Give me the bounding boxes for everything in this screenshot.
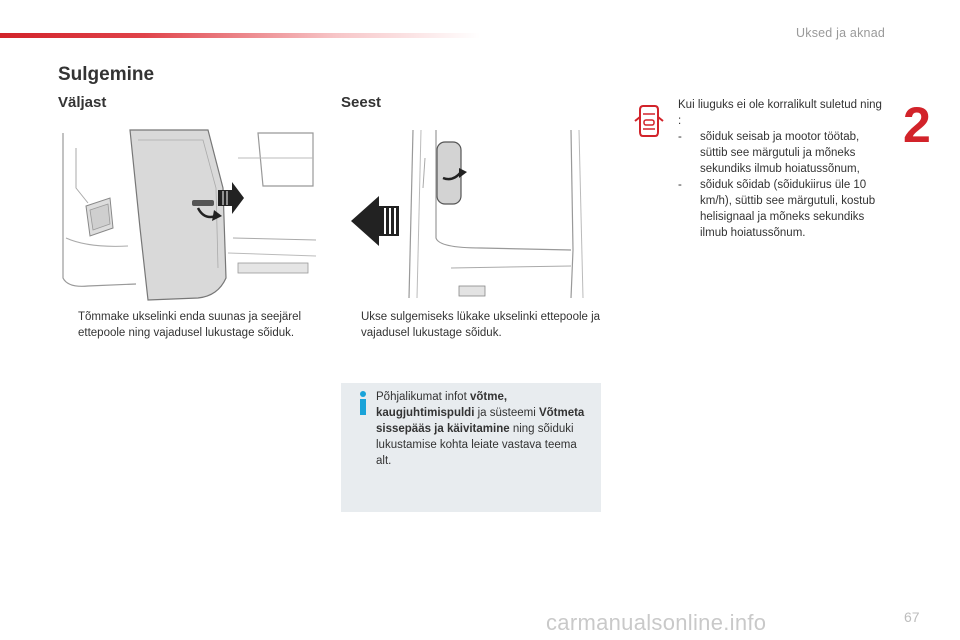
- warning-item: [678, 177, 888, 241]
- instruction-outside-text: Tõmmake ukselinki enda suunas ja seejärel ettepoole ning vajadusel lukustage sõiduk.: [78, 311, 302, 339]
- instruction-inside-text: Ukse sulgemiseks lükake ukselinki ettepoole ja vajadusel lukustage sõiduk.: [361, 311, 601, 339]
- instruction-outside: [58, 309, 320, 341]
- info-text-part: Põhjalikumat infot: [376, 391, 470, 403]
- info-text-part: ja süsteemi: [474, 407, 539, 419]
- heading-outside: Väljast: [58, 94, 107, 111]
- watermark: carmanualsonline.info: [546, 610, 767, 635]
- warning-intro: Kui liuguks ei ole korralikult suletud ning :: [678, 99, 882, 127]
- warning-text: [678, 97, 888, 241]
- chapter-number: 2: [903, 97, 931, 153]
- instruction-inside: [341, 309, 603, 341]
- info-bold-keyless: Võtmeta sissepääs ja käivitamine: [376, 407, 585, 435]
- warning-dash: -: [678, 179, 682, 191]
- info-box: [341, 383, 601, 512]
- warning-item-text: sõiduk sõidab (sõidukiirus üle 10 km/h), süttib see märgutuli, kostub helisignaal ja mõneks sekundiks ilmub hoiatussõnum.: [700, 179, 876, 239]
- header-accent-bar: [0, 33, 480, 38]
- info-bold-keys: võtme, kaugjuhtimispuldi: [376, 391, 508, 419]
- warning-dash: -: [678, 131, 682, 143]
- section-title: Uksed ja aknad: [796, 26, 885, 40]
- info-icon: [353, 390, 373, 416]
- page-title: Sulgemine: [58, 64, 155, 85]
- heading-inside: Seest: [341, 94, 382, 111]
- door-open-warning-icon: [634, 103, 664, 139]
- warning-item-text: sõiduk seisab ja mootor töötab, süttib see märgutuli ja mõneks sekundiks ilmub hoiatussõnum,: [700, 131, 860, 175]
- illustration-outside-door: [58, 128, 318, 301]
- illustration-inside-door: [341, 128, 601, 301]
- page-number: 67: [904, 609, 920, 625]
- info-text: [376, 389, 591, 469]
- info-text-part: ning sõiduki lukustamise kohta leiate vastava teema alt.: [376, 423, 577, 467]
- warning-item: [678, 129, 888, 177]
